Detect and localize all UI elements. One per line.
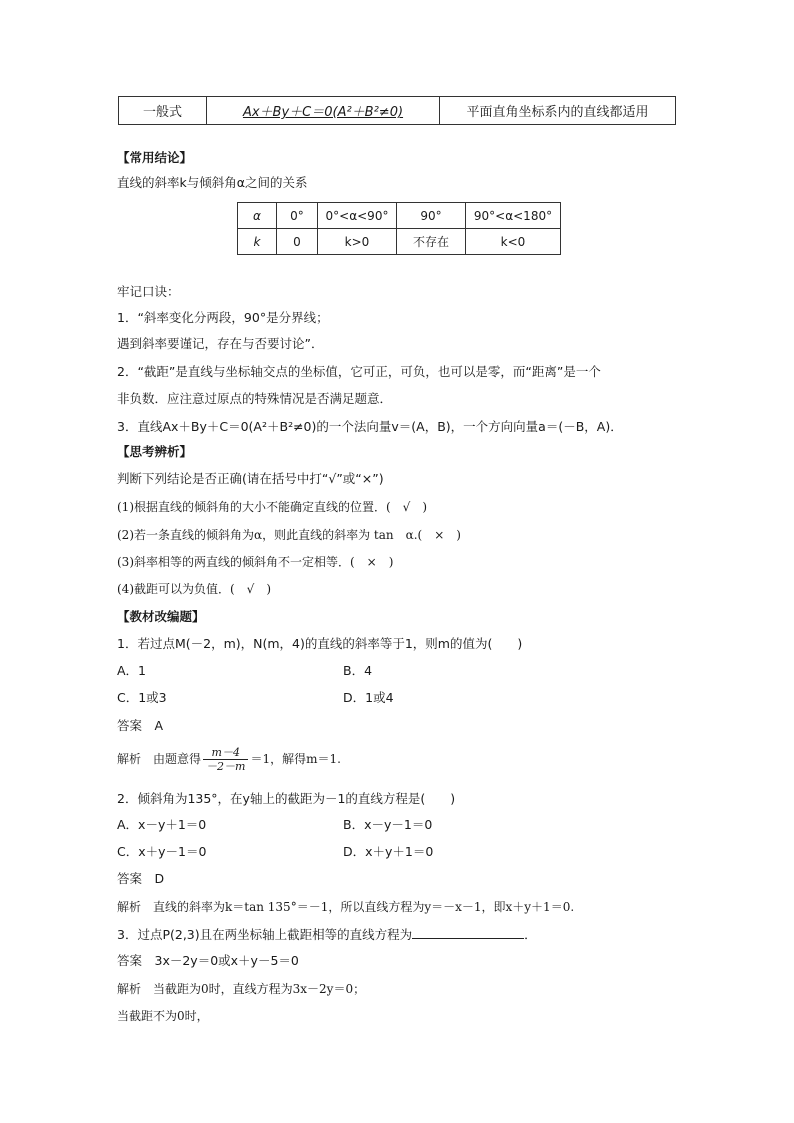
- mnemonic-line: 3．直线Ax＋By＋C＝0(A²＋B²≠0)的一个法向量v＝(A，B)，一个方向向量a＝(－B，A)．: [117, 419, 623, 434]
- table-cell: k<0: [466, 229, 561, 255]
- option-d: D．1或4: [343, 690, 394, 705]
- problem-2-answer: 答案 D: [117, 871, 165, 886]
- common-heading: 【常用结论】: [117, 150, 193, 165]
- option-b: B．x－y－1＝0: [343, 817, 433, 832]
- table-row: [119, 97, 676, 125]
- analysis-text: 解析 由题意得: [117, 752, 202, 766]
- problem-3-analysis: 解析 当截距为0时，直线方程为3x－2y＝0；: [117, 982, 366, 996]
- analysis-text: ＝1，解得m＝1.: [250, 752, 341, 766]
- mnemonic-line: 2．“截距”是直线与坐标轴交点的坐标值，它可正，可负，也可以是零，而“距离”是一个: [117, 364, 601, 379]
- common-intro: 直线的斜率k与倾斜角α之间的关系: [117, 175, 308, 190]
- option-a: A．1: [117, 663, 147, 678]
- table-row: [238, 203, 561, 229]
- table-cell: 0: [277, 229, 318, 255]
- option-c: C．1或3: [117, 690, 167, 705]
- table-cell: 90°<α<180°: [466, 203, 561, 229]
- table-cell: 0°<α<90°: [318, 203, 397, 229]
- mnemonic-heading: 牢记口诀：: [117, 284, 180, 299]
- form-name-cell: 一般式: [119, 97, 207, 125]
- fraction-numerator: m－4: [203, 746, 248, 760]
- problem-3-answer: 答案 3x－2y＝0或x＋y－5＝0: [117, 953, 299, 968]
- table-cell: k: [238, 229, 277, 255]
- fraction-denominator: －2－m: [206, 760, 246, 773]
- think-intro: 判断下列结论是否正确(请在括号中打“√”或“×”): [117, 471, 384, 486]
- form-scope-cell: 平面直角坐标系内的直线都适用: [440, 97, 676, 125]
- textbook-heading: 【教材改编题】: [117, 609, 205, 624]
- table-cell: 不存在: [397, 229, 466, 255]
- table-row: [238, 229, 561, 255]
- table-cell: α: [238, 203, 277, 229]
- table-cell: 0°: [277, 203, 318, 229]
- problem-3-stem: [117, 926, 537, 943]
- problem-1-stem: 1．若过点M(－2，m)，N(m，4)的直线的斜率等于1，则m的值为( ): [117, 636, 523, 651]
- think-heading: 【思考辨析】: [117, 444, 193, 459]
- option-d: D．x＋y＋1＝0: [343, 844, 434, 859]
- slope-angle-table: [237, 202, 561, 255]
- mnemonic-line: 1．“斜率变化分两段，90°是分界线；: [117, 310, 329, 325]
- problem-1-answer: 答案 A: [117, 718, 164, 733]
- think-item: (2)若一条直线的倾斜角为α，则此直线的斜率为 tan α.( × ): [117, 528, 461, 542]
- answer-blank: [412, 926, 524, 939]
- fraction: [203, 746, 248, 773]
- general-form-table: [118, 96, 676, 125]
- think-item: (1)根据直线的倾斜角的大小不能确定直线的位置．( √ ): [117, 500, 428, 514]
- form-formula-cell: Ax＋By＋C＝0(A²＋B²≠0): [207, 97, 440, 125]
- table-cell: k>0: [318, 229, 397, 255]
- problem-3-stem-end: ．: [524, 927, 537, 942]
- problem-2-analysis: 解析 直线的斜率为k＝tan 135°＝－1，所以直线方程为y＝－x－1，即x＋y＋1＝0.: [117, 900, 575, 914]
- problem-2-stem: 2．倾斜角为135°，在y轴上的截距为－1的直线方程是( ): [117, 791, 456, 806]
- option-c: C．x＋y－1＝0: [117, 844, 207, 859]
- mnemonic-line: 非负数．应注意过原点的特殊情况是否满足题意．: [117, 391, 393, 406]
- think-item: (3)斜率相等的两直线的倾斜角不一定相等．( × ): [117, 555, 394, 569]
- problem-3-analysis: 当截距不为0时，: [117, 1009, 209, 1023]
- mnemonic-line: 遇到斜率要谨记，存在与否要讨论”．: [117, 336, 324, 351]
- problem-1-analysis: [117, 746, 341, 773]
- option-b: B．4: [343, 663, 373, 678]
- option-a: A．x－y＋1＝0: [117, 817, 207, 832]
- think-item: (4)截距可以为负值．( √ ): [117, 582, 272, 596]
- table-cell: 90°: [397, 203, 466, 229]
- problem-3-stem-text: 3．过点P(2,3)且在两坐标轴上截距相等的直线方程为: [117, 927, 413, 942]
